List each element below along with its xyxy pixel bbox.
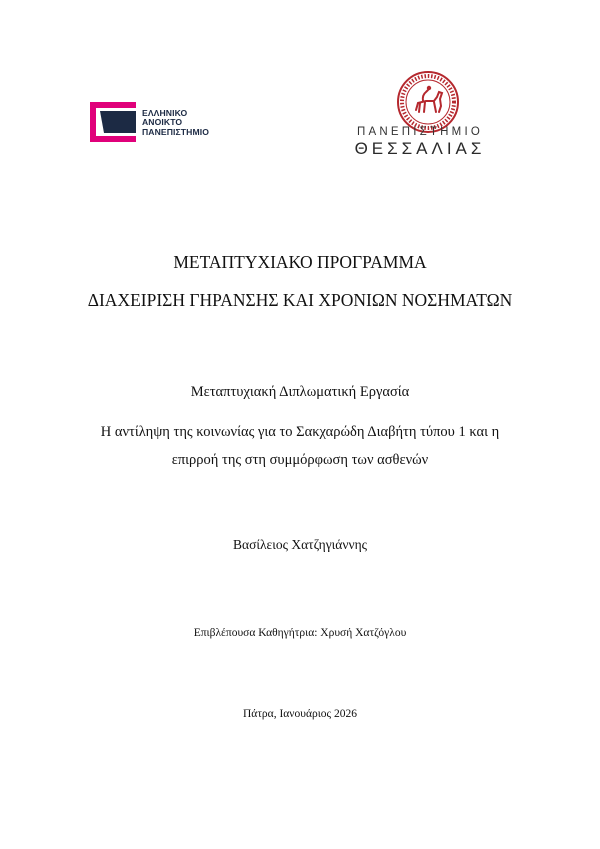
- thesis-title-line2: επιρροή της στη συμμόρφωση των ασθενών: [171, 452, 429, 468]
- thesis-type: Μεταπτυχιακή Διπλωματική Εργασία: [190, 384, 410, 400]
- uth-logo: [340, 70, 500, 165]
- hou-logo-line3: ΠΑΝΕΠΙΣΤΗΜΙΟ: [142, 126, 209, 137]
- program-title-line2: ΔΙΑΧΕΙΡΙΣΗ ΓΗΡΑΝΣΗΣ ΚΑΙ ΧΡΟΝΙΩΝ ΝΟΣΗΜΑΤΩΝ: [87, 290, 513, 310]
- thesis-title-line1: Η αντίληψη της κοινωνίας για το Σακχαρώδη Διαβήτη τύπου 1 και η: [100, 424, 500, 440]
- author-name: Βασίλειος Χατζηγιάννης: [233, 537, 367, 552]
- supervisor: Επιβλέπουσα Καθηγήτρια: Χρυσή Χατζόγλου: [193, 627, 407, 639]
- hou-logo-line1: ΕΛΛΗΝΙΚΟ: [142, 108, 188, 118]
- hou-logo-text: [142, 109, 209, 137]
- uth-logo-line1: ΠΑΝΕΠΙΣΤΗΜΙΟ: [356, 126, 483, 138]
- uth-seal-icon: [396, 70, 460, 134]
- place-date: Πάτρα, Ιανουάριος 2026: [242, 708, 357, 720]
- hou-logo: [80, 82, 242, 164]
- hou-logo-mark-icon: [90, 102, 136, 142]
- program-title-line1: ΜΕΤΑΠΤΥΧΙΑΚΟ ΠΡΟΓΡΑΜΜΑ: [173, 252, 427, 272]
- hou-logo-line2: ΑΝΟΙΚΤΟ: [142, 117, 183, 128]
- uth-logo-line2: ΘΕΣΣΑΛΙΑΣ: [354, 139, 486, 158]
